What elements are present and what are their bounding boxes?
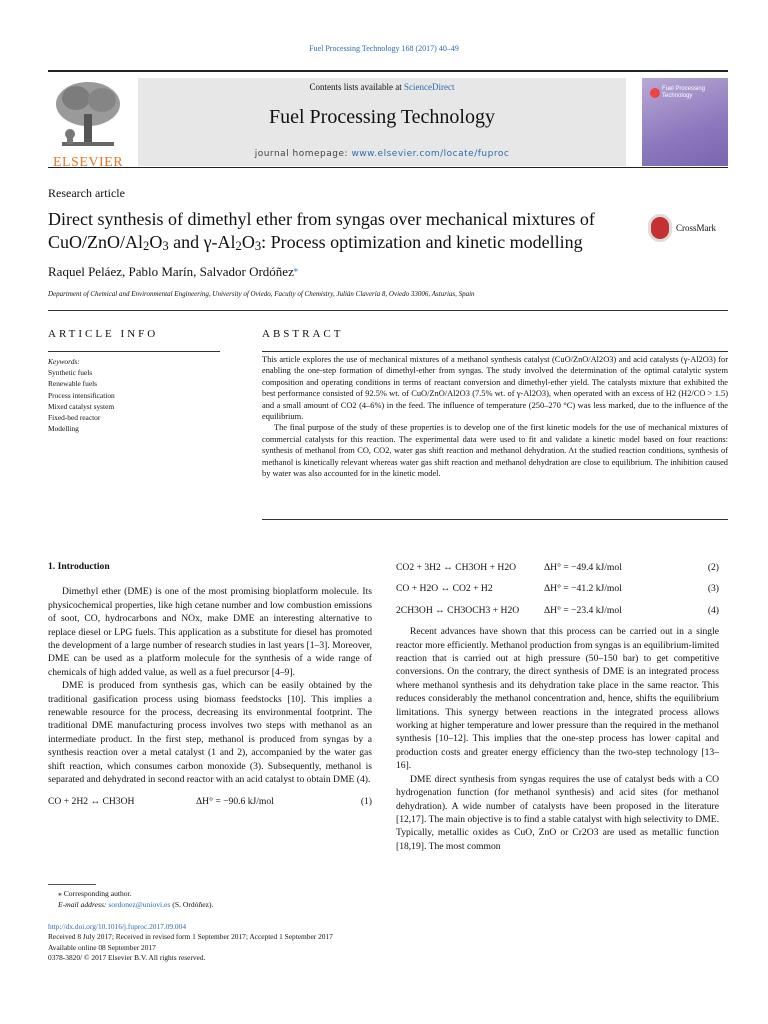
equation-lhs: 2CH3OH ↔ CH3OCH3 + H2O [396,604,520,616]
article-type: Research article [48,186,125,200]
doi-link[interactable]: http://dx.doi.org/10.1016/j.fuproc.2017.09.004 [48,922,187,931]
info-divider [48,351,220,352]
cover-logo-icon [650,88,660,98]
abstract-divider [262,351,728,352]
section-heading: 1. Introduction [48,561,110,572]
corresponding-author-mark[interactable]: ⁎ [293,265,298,274]
equation-2 [396,561,719,574]
keywords-block [48,356,220,434]
keyword: Synthetic fuels [48,368,93,378]
contents-prefix: Contents lists available at [309,82,404,92]
equation-enthalpy: ΔH° = −41.2 kJ/mol [544,583,622,595]
abstract-paragraph: This article explores the use of mechanical mixtures of a methanol synthesis catalyst (CuO/ZnO/Al2O3) and acid catalysts (γ-Al2O3) for enabling the one-step formation of dimethyl-ether from syngas. The study involved the determination of the optimal catalytic system composition and operating conditions in terms of reactant conversion and dimethyl-ether yield. The catalysts mixture that exhibited the best performance consisted of 92.5% wt. of CuO/ZnO/Al2O3 (7.5% wt. of γ-Al2O3), when operated with an excess of H2 (H2/CO > 1.5) and a small amount of CO2 (4–6%) in the feed. The influence of temperature (250–270 °C) was less marked, due to the influence of the equilibrium. [262,355,728,422]
copyright: 0378-3820/ © 2017 Elsevier B.V. All rights reserved. [48,953,206,963]
article-info-heading: ARTICLE INFO [48,328,159,340]
keyword: Fixed-bed reactor [48,413,101,423]
equation-lhs: CO2 + 3H2 ↔ CH3OH + H2O [396,562,517,573]
body-paragraph: Recent advances have shown that this process can be carried out in a single reactor more efficiently. Methanol production from syngas is an equilibrium-limited reaction that is carried out at high pressure (50–150 bar) to get competitive conversions. On the contrary, the direct synthesis of DME is an integrated process where methanol synthesis and its dehydration take place in the same reactor. This reduces considerably the methanol concentration and, hence, shifts the equilibrium limitations. This synergy between reactions in the integrated process allows working at higher temperature and lower pressure than the required in the methanol synthesis [10–12]. This implies that the one-step process has lower capital and production costs and greater energy efficiency than the two-step technology [13–16]. [396,626,719,772]
homepage-line [138,149,626,159]
cover-title: Fuel Processing Technology [662,86,706,99]
homepage-prefix: journal homepage: [254,149,352,159]
article-metadata [48,922,333,964]
abstract-heading: ABSTRACT [262,328,344,340]
email-note: E-mail address: sordonez@uniovi.es (S. Ordóñez). [58,900,214,909]
email-link[interactable]: sordonez@uniovi.es [108,900,171,909]
equation-number: (2) [707,562,719,573]
contents-line [138,82,626,92]
body-paragraph: DME is produced from synthesis gas, which can be easily obtained by the traditional gasification process using biomass feedstocks [10]. This implies a renewable resource for the process, decreasing its environmental footprint. The traditional DME manufacturing process involves two steps with methanol as an intermediate product. In the first step, methanol is produced from syngas by a synthesis reaction over a metal catalyst (1 and 2), accompanied by the water gas shift reaction, which consumes carbon monoxide (3). Subsequently, methanol is separated and dehydrated in second reactor with an acid catalyst to obtain DME (4). [48,680,372,786]
equation-1 [48,795,372,808]
homepage-link[interactable]: www.elsevier.com/locate/fuproc [351,149,510,159]
journal-cover-image [642,78,728,166]
crossmark-label: CrossMark [676,223,716,233]
received-dates: Received 8 July 2017; Received in revised form 1 September 2017; Accepted 1 September 2017 [48,932,333,942]
footnotes [58,888,213,910]
equation-enthalpy: ΔH° = −23.4 kJ/mol [544,604,622,616]
keyword: Renewable fuels [48,379,98,389]
divider [48,310,728,311]
corresponding-author-note: ⁎ Corresponding author. [58,889,132,898]
journal-reference[interactable]: Fuel Processing Technology 168 (2017) 40–49 [309,44,459,53]
publisher-name: ELSEVIER [52,155,124,170]
author-list: Raquel Peláez, Pablo Marín, Salvador Ordóñez⁎ [48,264,298,279]
equation-enthalpy: ΔH° = −90.6 kJ/mol [196,795,274,807]
equation-3 [396,582,719,595]
body-paragraph: Dimethyl ether (DME) is one of the most promising bioplatform molecule. Its physicochemical properties, like high cetane number and low combustion emissions of soot, CO, hydrocarbons and NOx, make DME an interesting alternative to replace diesel or LPG fuels. This application as a substitute for diesel has promoted the development of a large number of research studies in last years [1–3]. Moreover, DME can be used as a platform molecule for the synthesis of a wide range of chemicals of high added value, as well as a fuel precursor [4–9]. [48,586,372,678]
abstract-body [262,354,728,479]
footnote-divider [48,884,96,885]
equation-4 [396,604,719,617]
equation-lhs: CO + H2O ↔ CO2 + H2 [396,583,493,595]
keyword: Modelling [48,424,79,434]
equation-number: (1) [360,795,372,807]
abstract-paragraph: The final purpose of the study of these properties is to develop one of the first kinetic models for the use of mechanical mixtures of commercial catalysts for this reaction. The experimental data were used to fit and validate a kinetic model based on four reactions: synthesis of methanol from CO, CO2, water gas shift reaction and methanol dehydration. At the studied reaction conditions, synthesis of methanol is kinetically relevant whereas water gas shift reaction and methanol dehydration are close to equilibrium. The inhibition caused by water was also accounted for in the kinetic model. [262,423,728,479]
journal-banner [138,78,626,166]
article-title: Direct synthesis of dimethyl ether from syngas over mechanical mixtures of CuO/$ZnO/Al_2O_3$ and $\gamma-Al_2O_3$: Process optimization and kinetic modelling [48,209,595,253]
body-paragraph: DME direct synthesis from syngas requires the use of catalyst beds with a CO hydrogenation function (for methanol synthesis) and acid sites (for methanol dehydration). A wide number of catalysts have been proposed in the literature [12,17]. The main objective is to find a stable catalyst with high selectivity to DME. Typically, metallic oxides as CuO, ZnO or Cr2O3 are used as metallic function [18,19]. The most common [396,773,720,852]
keyword: Mixed catalyst system [48,401,115,411]
sciencedirect-link[interactable]: ScienceDirect [404,82,455,92]
journal-header [48,70,728,168]
abstract-end-divider [262,519,728,520]
available-online: Available online 08 September 2017 [48,942,156,952]
elsevier-tree-icon [48,78,128,150]
crossmark-button[interactable] [648,214,728,244]
right-column [396,556,719,853]
keywords-label: Keywords: [48,357,80,366]
elsevier-logo [48,78,128,168]
equation-number: (4) [707,604,719,616]
left-column [48,560,372,813]
equation-enthalpy: ΔH° = −49.4 kJ/mol [544,562,622,573]
keyword: Process intensification [48,390,115,400]
equation-number: (3) [707,583,719,595]
crossmark-icon [648,214,672,242]
affiliation: Department of Chemical and Environmental Engineering, University of Oviedo, Faculty of Chemistry, Julián Clavería 8, Oviedo 33006, Asturias, Spain [48,290,475,298]
journal-title: Fuel Processing Technology [269,106,495,128]
equation-lhs: CO + 2H2 ↔ CH3OH [48,795,135,807]
